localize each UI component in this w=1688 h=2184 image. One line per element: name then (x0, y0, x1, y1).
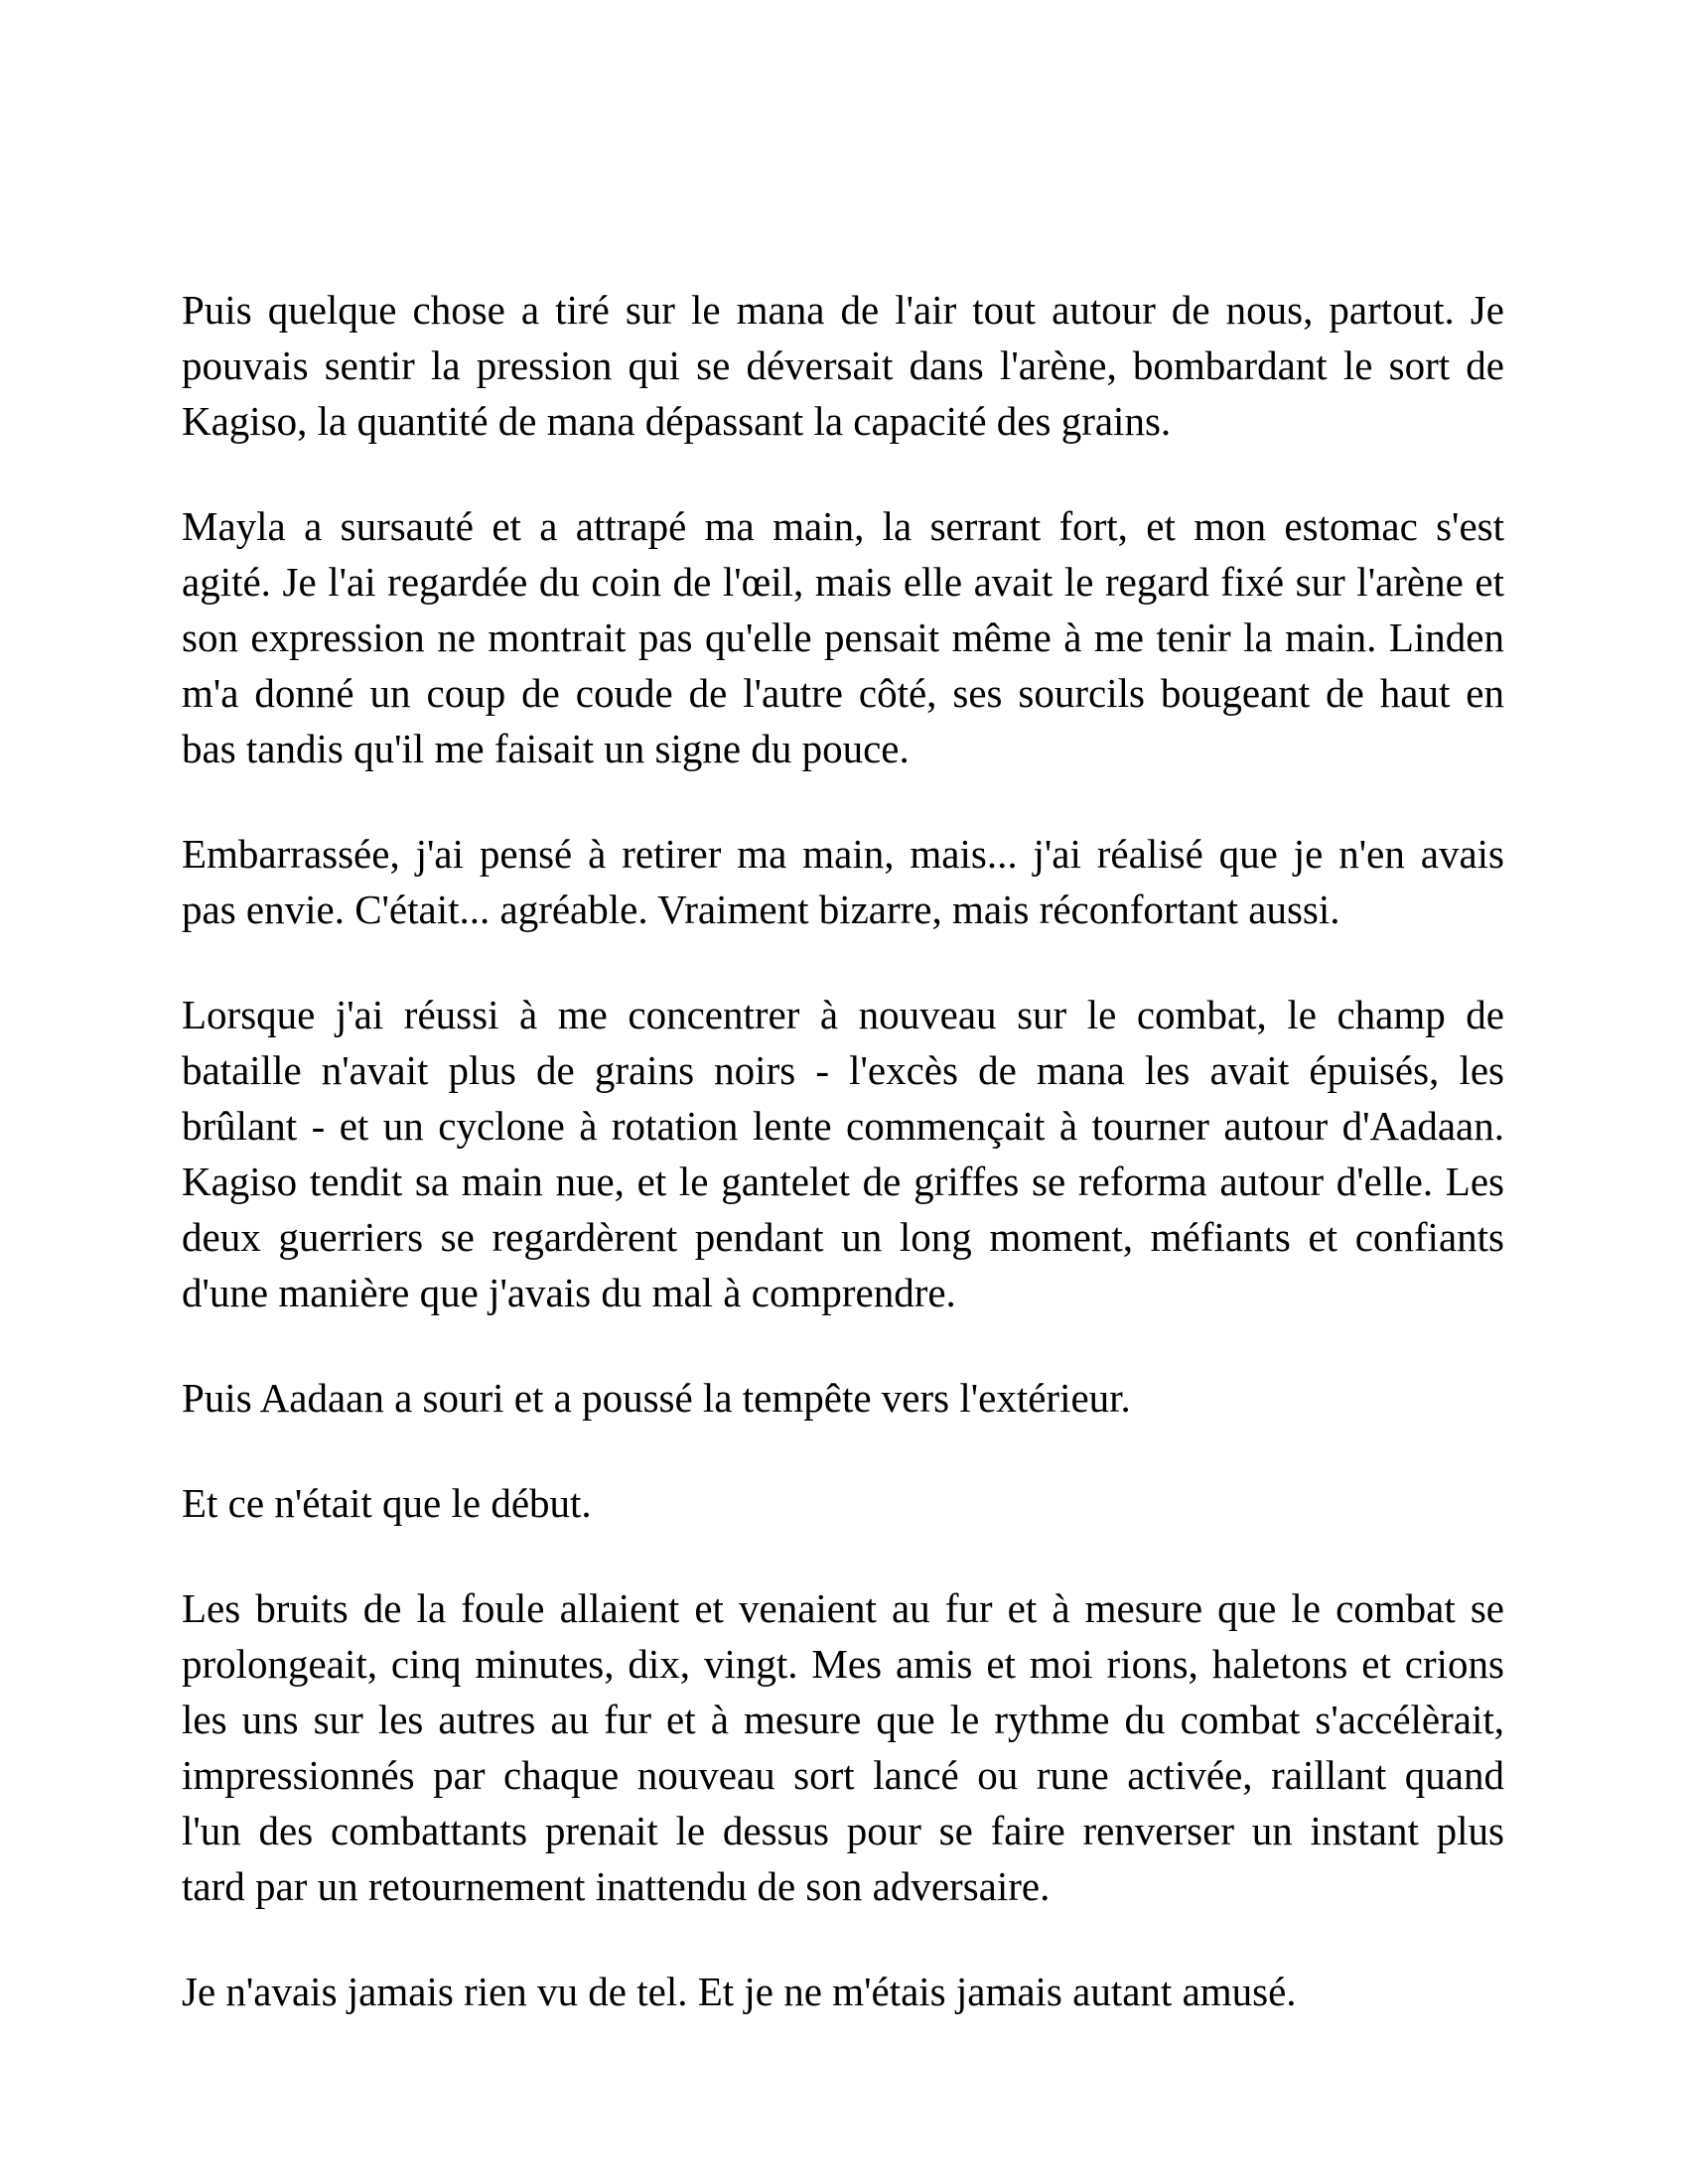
paragraph-1 (182, 282, 1504, 449)
text-line: bas tandis qu'il me faisait un signe du pouce. (182, 726, 910, 771)
text-line: Kagiso, la quantité de mana dépassant la capacité des grains. (182, 398, 1172, 444)
text-line: deux guerriers se regardèrent pendant un long moment, méfiants et confiants (182, 1214, 1504, 1260)
paragraph-6 (182, 1475, 1504, 1531)
text-line: pouvais sentir la pression qui se déversait dans l'arène, bombardant le sort de (182, 342, 1504, 388)
text-line: d'une manière que j'avais du mal à comprendre. (182, 1270, 956, 1315)
text-line: Embarrassée, j'ai pensé à retirer ma main, mais... j'ai réalisé que je n'en avais (182, 831, 1504, 877)
document-page (182, 282, 1504, 2019)
text-line: Puis Aadaan a souri et a poussé la tempête vers l'extérieur. (182, 1375, 1131, 1421)
text-line: impressionnés par chaque nouveau sort lancé ou rune activée, raillant quand (182, 1752, 1504, 1798)
paragraph-7 (182, 1580, 1504, 1914)
paragraph-2 (182, 498, 1504, 776)
text-line: Je n'avais jamais rien vu de tel. Et je ne m'étais jamais autant amusé. (182, 1969, 1297, 2014)
text-line: l'un des combattants prenait le dessus pour se faire renverser un instant plus (182, 1808, 1504, 1853)
text-line: Et ce n'était que le début. (182, 1480, 592, 1526)
text-line: Kagiso tendit sa main nue, et le gantelet de griffes se reforma autour d'elle. Les (182, 1159, 1504, 1204)
text-line: Lorsque j'ai réussi à me concentrer à nouveau sur le combat, le champ de (182, 992, 1504, 1037)
text-line: prolongeait, cinq minutes, dix, vingt. Mes amis et moi rions, haletons et crions (182, 1641, 1504, 1687)
text-line: brûlant - et un cyclone à rotation lente commençait à tourner autour d'Aadaan. (182, 1103, 1504, 1149)
paragraph-5 (182, 1370, 1504, 1426)
paragraph-4 (182, 987, 1504, 1320)
text-line: son expression ne montrait pas qu'elle pensait même à me tenir la main. Linden (182, 614, 1504, 660)
text-line: Les bruits de la foule allaient et venaient au fur et à mesure que le combat se (182, 1585, 1504, 1631)
paragraph-8 (182, 1964, 1504, 2019)
text-line: Mayla a sursauté et a attrapé ma main, la serrant fort, et mon estomac s'est (182, 503, 1504, 549)
text-line: bataille n'avait plus de grains noirs - l'excès de mana les avait épuisés, les (182, 1047, 1504, 1093)
text-line: m'a donné un coup de coude de l'autre côté, ses sourcils bougeant de haut en (182, 670, 1504, 716)
text-line: Puis quelque chose a tiré sur le mana de l'air tout autour de nous, partout. Je (182, 287, 1504, 333)
text-line: tard par un retournement inattendu de son adversaire. (182, 1863, 1051, 1909)
text-line: agité. Je l'ai regardée du coin de l'œil, mais elle avait le regard fixé sur l'arène et (182, 559, 1504, 605)
text-line: les uns sur les autres au fur et à mesure que le rythme du combat s'accélèrait, (182, 1697, 1504, 1742)
text-line: pas envie. C'était... agréable. Vraiment bizarre, mais réconfortant aussi. (182, 887, 1340, 932)
paragraph-3 (182, 826, 1504, 937)
